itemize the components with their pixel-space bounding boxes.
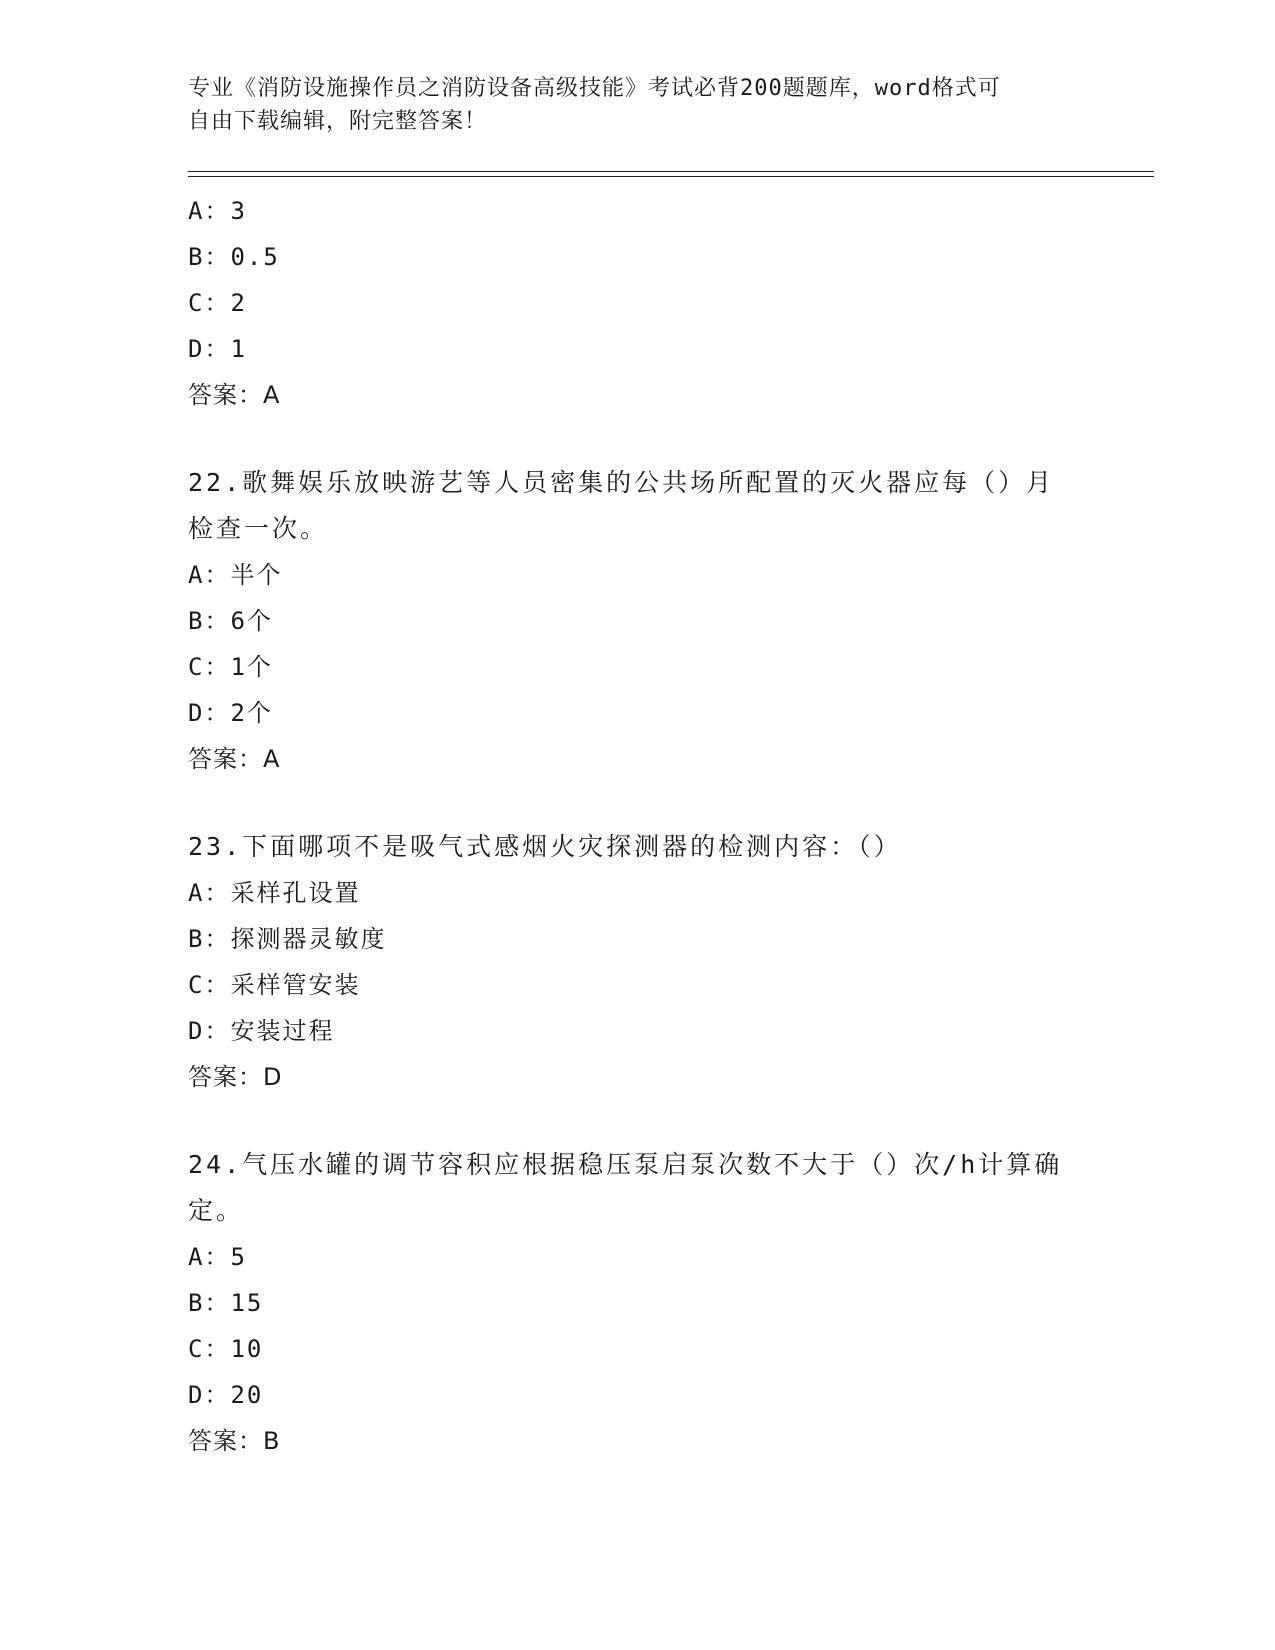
header-divider-top bbox=[188, 171, 1154, 172]
header-divider-bottom bbox=[188, 176, 1154, 177]
answer: 答案：A bbox=[188, 745, 281, 773]
option-a: A：5 bbox=[188, 1243, 247, 1271]
option-b: B：6个 bbox=[188, 607, 273, 635]
question-text-line-2: 检查一次。 bbox=[188, 514, 329, 543]
option-d: D：安装过程 bbox=[188, 1017, 335, 1045]
document-header bbox=[188, 72, 1068, 138]
option-a: A：半个 bbox=[188, 561, 283, 589]
answer: 答案：D bbox=[188, 1063, 283, 1091]
option-c: C：采样管安装 bbox=[188, 971, 361, 999]
prev-question-block bbox=[188, 188, 1088, 418]
option-b: B：15 bbox=[188, 1289, 264, 1317]
option-b: B：0.5 bbox=[188, 243, 280, 271]
option-b: B：探测器灵敏度 bbox=[188, 925, 387, 953]
header-line-2: 自由下载编辑，附完整答案！ bbox=[188, 109, 488, 134]
question-text-line-1: 23.下面哪项不是吸气式感烟火灾探测器的检测内容：（） bbox=[188, 832, 902, 861]
question-text-line-1: 22.歌舞娱乐放映游艺等人员密集的公共场所配置的灭火器应每（）月 bbox=[188, 468, 1055, 497]
option-a: A：采样孔设置 bbox=[188, 879, 361, 907]
question-24-block bbox=[188, 1142, 1088, 1464]
question-text-line-1: 24.气压水罐的调节容积应根据稳压泵启泵次数不大于（）次/h计算确 bbox=[188, 1150, 1063, 1179]
option-c: C：1个 bbox=[188, 653, 273, 681]
answer: 答案：B bbox=[188, 1427, 281, 1455]
option-c: C：10 bbox=[188, 1335, 264, 1363]
question-list bbox=[188, 188, 1088, 1464]
option-d: D：1 bbox=[188, 335, 247, 363]
option-c: C：2 bbox=[188, 289, 247, 317]
option-d: D：20 bbox=[188, 1381, 264, 1409]
header-line-1: 专业《消防设施操作员之消防设备高级技能》考试必背200题题库，word格式可 bbox=[188, 76, 1001, 101]
question-23-block bbox=[188, 824, 1088, 1100]
option-d: D：2个 bbox=[188, 699, 273, 727]
question-text-line-2: 定。 bbox=[188, 1196, 245, 1225]
option-a: A：3 bbox=[188, 197, 247, 225]
answer: 答案：A bbox=[188, 381, 281, 409]
question-22-block bbox=[188, 460, 1088, 782]
